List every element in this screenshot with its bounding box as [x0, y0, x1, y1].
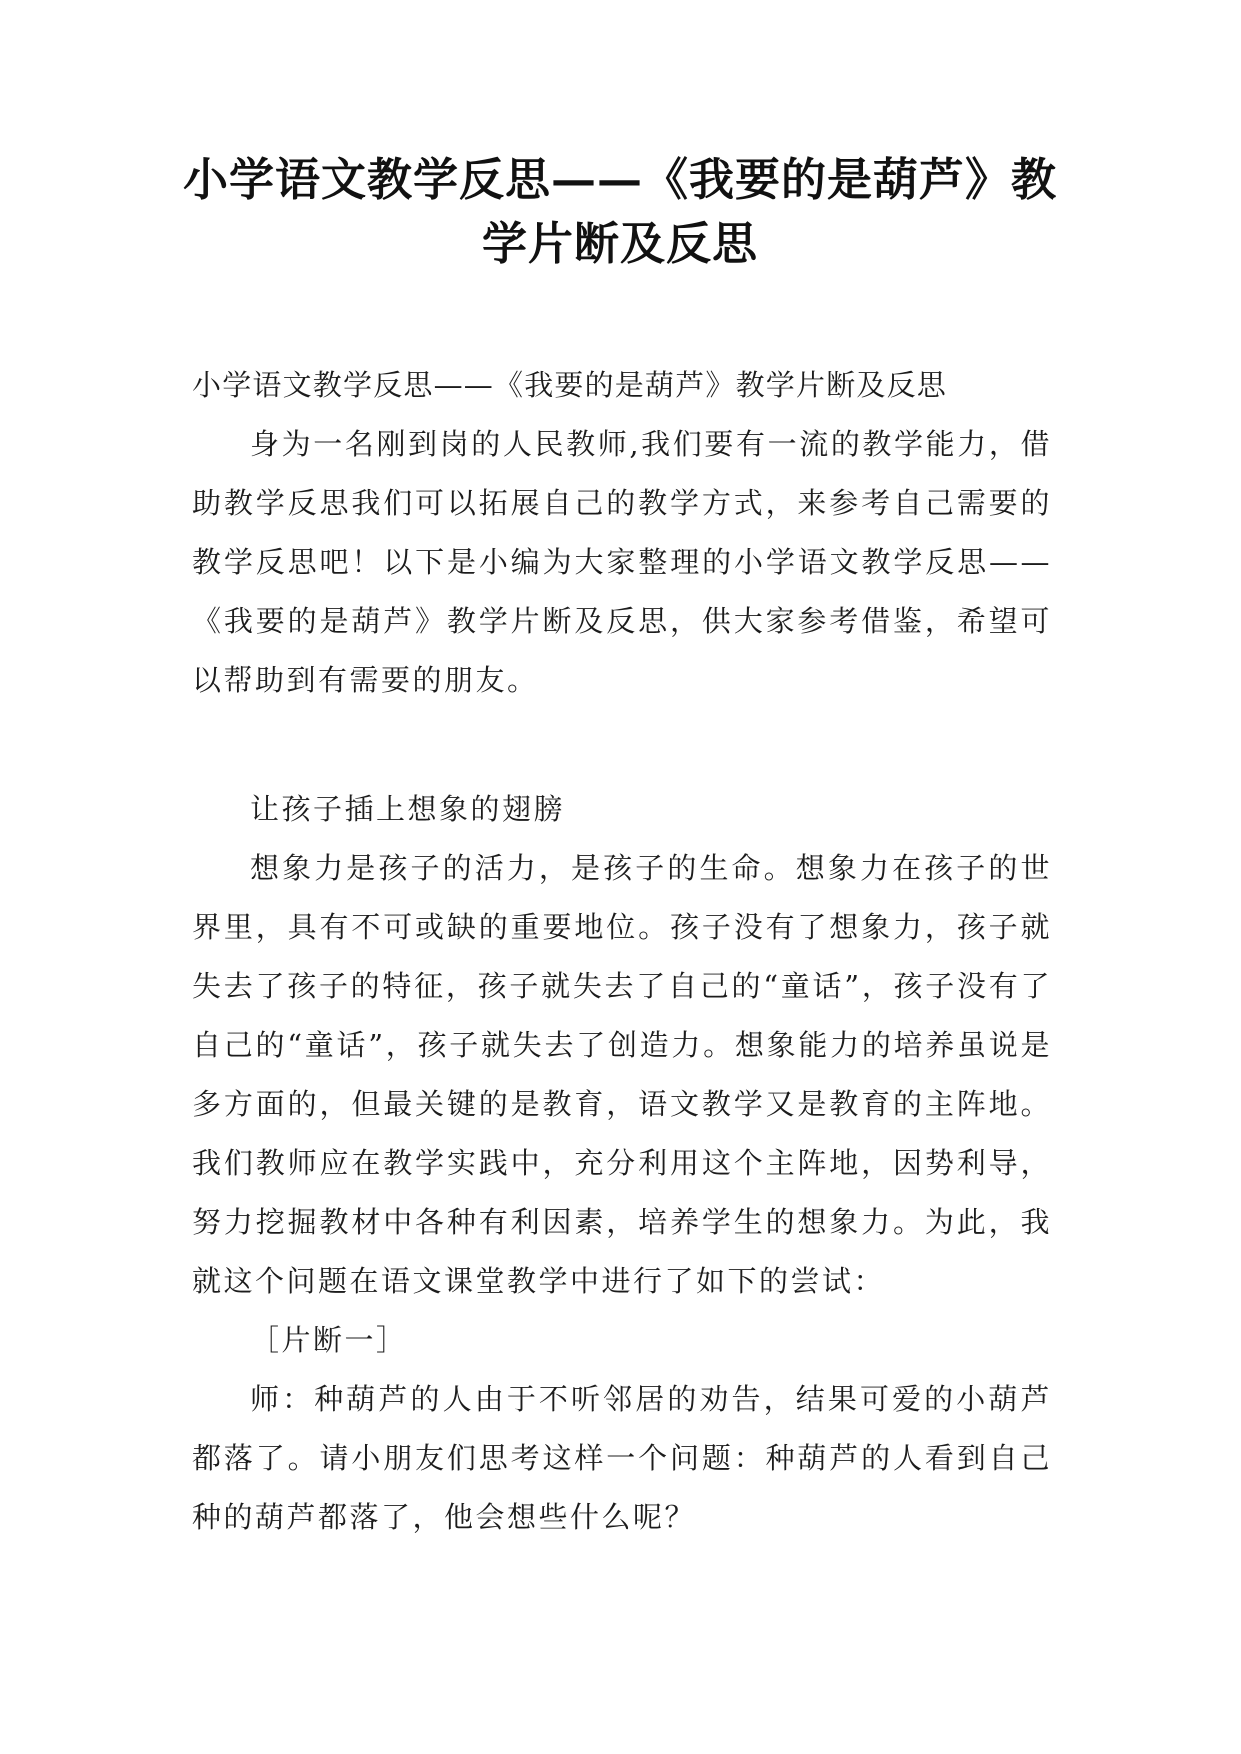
document-title: 小学语文教学反思——《我要的是葫芦》教学片断及反思 [182, 153, 1057, 270]
intro-paragraph: 身为一名刚到岗的人民教师,我们要有一流的教学能力，借助教学反思我们可以拓展自己的教学方式，来参考自己需要的教学反思吧！以下是小编为大家整理的小学语文教学反思——《我要的是葫芦》教学片断及反思，供大家参考借鉴，希望可以帮助到有需要的朋友。 [192, 427, 1052, 697]
paragraph-spacer [192, 710, 1052, 780]
fragment-label: ［片断一］ [250, 1323, 408, 1357]
body-paragraph: 师：种葫芦的人由于不听邻居的劝告，结果可爱的小葫芦都落了。请小朋友们思考这样一个问题：种葫芦的人看到自己种的葫芦都落了，他会想些什么呢？ [192, 1382, 1052, 1534]
document-body [192, 356, 1052, 1547]
body-paragraph: 想象力是孩子的活力，是孩子的生命。想象力在孩子的世界里，具有不可或缺的重要地位。孩子没有了想象力，孩子就失去了孩子的特征，孩子就失去了自己的“童话”，孩子没有了自己的“童话”，孩子就失去了创造力。想象能力的培养虽说是多方面的，但最关键的是教育，语文教学又是教育的主阵地。我们教师应在教学实践中，充分利用这个主阵地，因势利导，努力挖掘教材中各种有利因素，培养学生的想象力。为此，我就这个问题在语文课堂教学中进行了如下的尝试： [192, 851, 1052, 1298]
document-subtitle: 小学语文教学反思——《我要的是葫芦》教学片断及反思 [192, 368, 948, 402]
section-heading: 让孩子插上想象的翅膀 [250, 792, 566, 826]
